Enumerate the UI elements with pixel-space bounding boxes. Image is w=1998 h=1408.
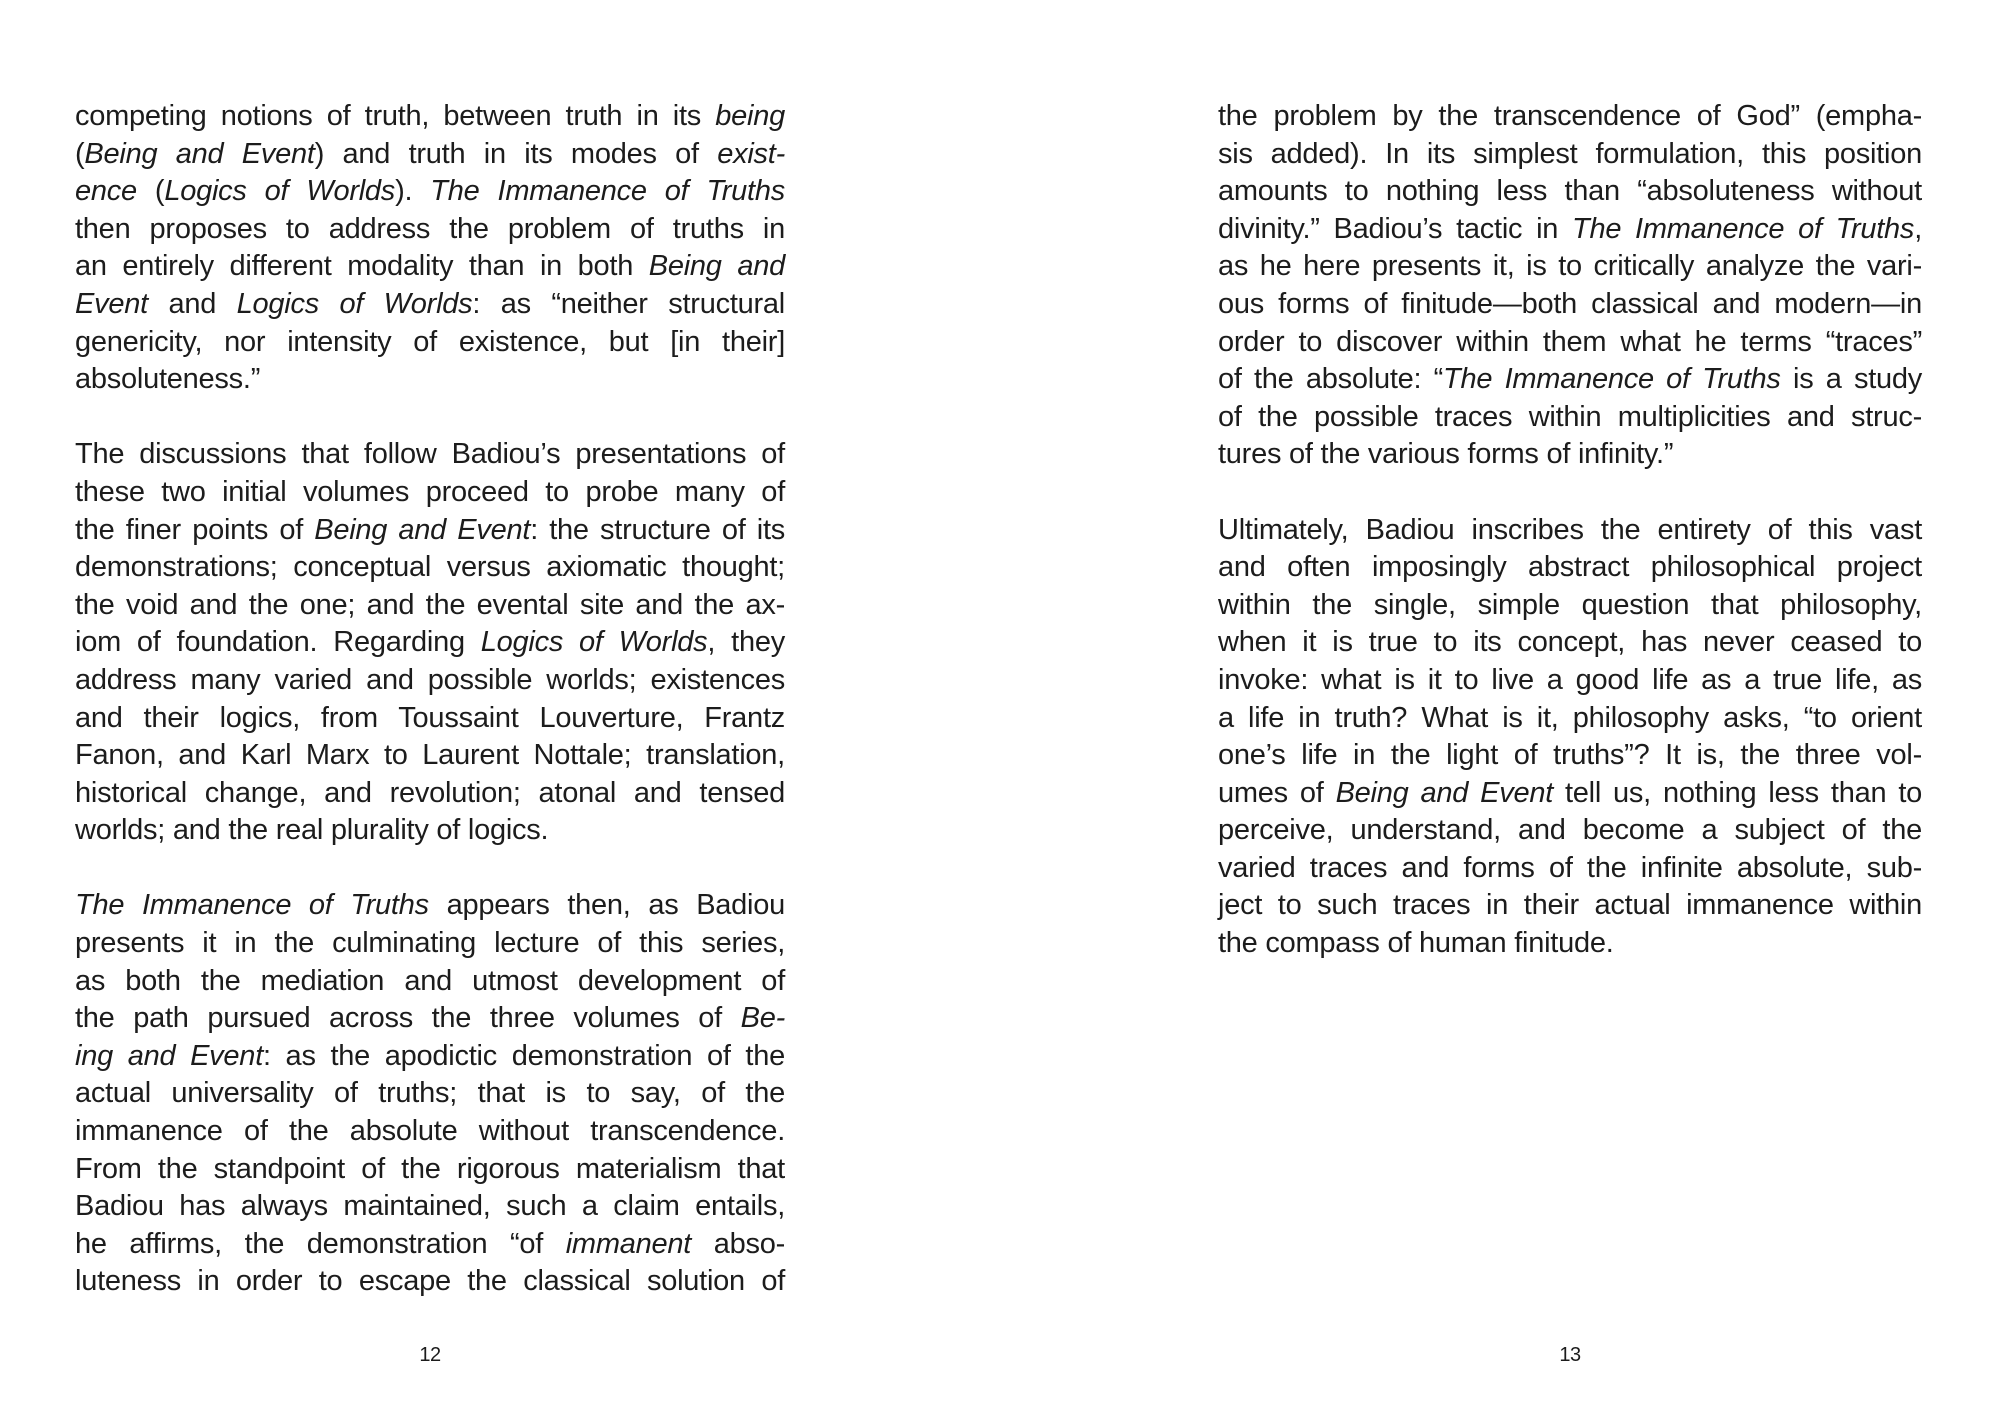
text-line xyxy=(1218,512,1922,550)
text-line xyxy=(75,361,785,399)
paragraph xyxy=(1218,512,1922,963)
text-run: as he here presents it, is to critically analyze the vari- xyxy=(1218,250,1922,283)
text-run: appears then, as Badiou xyxy=(428,889,785,922)
text-line xyxy=(75,286,785,324)
text-line xyxy=(75,925,785,963)
text-run: of the possible traces within multiplicities and struc- xyxy=(1218,400,1922,433)
text-run: the void and the one; and the evental site and the ax- xyxy=(75,588,785,621)
paragraph xyxy=(1218,98,1922,474)
text-run: the finer points of xyxy=(75,513,315,546)
text-run: The discussions that follow Badiou’s presentations of xyxy=(75,438,785,471)
text-line xyxy=(1218,436,1922,474)
italic-title: being xyxy=(715,100,785,132)
text-line xyxy=(1218,399,1922,437)
text-run: is a study xyxy=(1780,363,1923,396)
text-run: historical change, and revolution; atonal and tensed xyxy=(75,776,785,809)
text-run: : as “neither structural xyxy=(472,287,785,320)
text-line xyxy=(1218,98,1922,136)
text-run: of the absolute: “ xyxy=(1218,363,1444,396)
text-line xyxy=(75,549,785,587)
text-run: From the standpoint of the rigorous materialism that xyxy=(75,1152,785,1185)
text-line xyxy=(75,248,785,286)
text-run: ). xyxy=(395,175,431,208)
text-line xyxy=(1218,549,1922,587)
text-line xyxy=(75,587,785,625)
text-line xyxy=(75,1263,785,1301)
text-run: , they xyxy=(707,626,785,659)
text-line xyxy=(1218,248,1922,286)
text-run: actual universality of truths; that is to say, of the xyxy=(75,1077,785,1110)
text-run: divinity.” Badiou’s tactic in xyxy=(1218,212,1572,245)
text-line xyxy=(1218,286,1922,324)
text-run: these two initial volumes proceed to probe many of xyxy=(75,475,785,508)
text-line xyxy=(75,211,785,249)
text-run: varied traces and forms of the infinite absolute, sub- xyxy=(1218,851,1922,884)
text-line xyxy=(75,1000,785,1038)
text-line xyxy=(1218,662,1922,700)
text-run: one’s life in the light of truths”? It is, the three vol- xyxy=(1218,739,1922,772)
text-run: he affirms, the demonstration “of xyxy=(75,1227,566,1260)
text-run: perceive, understand, and become a subject of the xyxy=(1218,814,1922,847)
text-line xyxy=(75,963,785,1001)
text-line xyxy=(1218,136,1922,174)
text-run: invoke: what is it to live a good life as a true life, as xyxy=(1218,663,1922,696)
text-line xyxy=(1218,850,1922,888)
right-text-column xyxy=(1218,98,1922,1000)
text-run: demonstrations; conceptual versus axiomatic thought; xyxy=(75,551,785,584)
text-line xyxy=(75,436,785,474)
text-run: worlds; and the real plurality of logics. xyxy=(75,814,549,847)
paragraph xyxy=(75,436,785,850)
italic-title: Logics of Worlds xyxy=(236,287,473,320)
text-run: the problem by the transcendence of God” (empha- xyxy=(1218,100,1922,132)
text-run: Fanon, and Karl Marx to Laurent Nottale; translation, xyxy=(75,739,785,772)
italic-title: exist- xyxy=(717,137,786,170)
text-line xyxy=(1218,925,1922,963)
paragraph xyxy=(75,98,785,399)
text-run: ject to such traces in their actual immanence within xyxy=(1218,889,1922,922)
text-line xyxy=(75,662,785,700)
text-line xyxy=(75,474,785,512)
text-run: within the single, simple question that philosophy, xyxy=(1218,588,1922,621)
text-run: Ultimately, Badiou inscribes the entirety of this vast xyxy=(1218,513,1922,546)
italic-title: Being and Event xyxy=(84,137,315,170)
text-run: the path pursued across the three volumes of xyxy=(75,1002,741,1035)
text-line xyxy=(1218,887,1922,925)
text-line xyxy=(1218,211,1922,249)
text-line xyxy=(1218,700,1922,738)
text-run: umes of xyxy=(1218,776,1336,809)
text-run: iom of foundation. Regarding xyxy=(75,626,481,659)
text-line xyxy=(1218,361,1922,399)
page-number-right: 13 xyxy=(1559,1344,1581,1366)
text-run: an entirely different modality than in both xyxy=(75,250,649,283)
text-run: when it is true to its concept, has never ceased to xyxy=(1218,626,1922,659)
text-line xyxy=(75,1075,785,1113)
text-run: tures of the various forms of infinity.” xyxy=(1218,438,1674,471)
text-run: and their logics, from Toussaint Louverture, Frantz xyxy=(75,701,785,734)
italic-title: Be- xyxy=(740,1002,785,1035)
text-line xyxy=(1218,587,1922,625)
text-run: , xyxy=(1914,212,1922,245)
text-run: ( xyxy=(136,175,165,208)
italic-title: immanent xyxy=(565,1227,692,1260)
text-line xyxy=(75,624,785,662)
text-line xyxy=(75,1113,785,1151)
text-line xyxy=(75,700,785,738)
text-run: order to discover within them what he terms “traces” xyxy=(1218,325,1922,358)
italic-title: Event xyxy=(75,287,148,320)
text-line xyxy=(1218,812,1922,850)
text-run: the compass of human finitude. xyxy=(1218,927,1614,960)
text-run: tell us, nothing less than to xyxy=(1553,776,1923,809)
text-run: amounts to nothing less than “absoluteness without xyxy=(1218,175,1922,208)
text-line xyxy=(75,775,785,813)
text-run: absoluteness.” xyxy=(75,363,261,396)
text-line xyxy=(75,737,785,775)
text-line xyxy=(75,887,785,925)
text-run: ) and truth in its modes of xyxy=(314,137,718,170)
text-run: as both the mediation and utmost development of xyxy=(75,964,785,997)
left-text-column xyxy=(75,98,785,1339)
text-line xyxy=(75,98,785,136)
text-line xyxy=(1218,737,1922,775)
text-run: and often imposingly abstract philosophical project xyxy=(1218,551,1922,584)
text-run: presents it in the culminating lecture of this series, xyxy=(75,927,785,960)
text-run: Badiou has always maintained, such a claim entails, xyxy=(75,1190,785,1223)
text-line xyxy=(75,1226,785,1264)
text-line xyxy=(75,136,785,174)
text-line xyxy=(75,1038,785,1076)
text-line xyxy=(1218,324,1922,362)
italic-title: Logics of Worlds xyxy=(480,626,708,659)
text-run: competing notions of truth, between truth in its xyxy=(75,100,716,132)
italic-title: The Immanence of Truths xyxy=(1443,363,1781,396)
paragraph xyxy=(75,887,785,1301)
text-run: sis added). In its simplest formulation, this position xyxy=(1218,137,1922,170)
text-line xyxy=(75,512,785,550)
text-run: a life in truth? What is it, philosophy asks, “to orient xyxy=(1218,701,1922,734)
text-line xyxy=(75,812,785,850)
text-line xyxy=(75,1151,785,1189)
italic-title: The Immanence of Truths xyxy=(75,889,429,922)
text-line xyxy=(1218,775,1922,813)
italic-title: Being and xyxy=(648,250,785,283)
text-run: abso- xyxy=(691,1227,785,1260)
text-run: : as the apodictic demonstration of the xyxy=(263,1039,785,1072)
text-run: genericity, nor intensity of existence, but [in their] xyxy=(75,325,785,358)
right-page xyxy=(999,0,1998,1408)
text-run: luteness in order to escape the classical solution of xyxy=(75,1265,785,1298)
italic-title: Being and Event xyxy=(314,513,531,546)
italic-title: ing and Event xyxy=(75,1039,263,1072)
italic-title: The Immanence of Truths xyxy=(1572,212,1915,245)
text-line xyxy=(1218,624,1922,662)
italic-title: Logics of Worlds xyxy=(164,175,396,208)
text-run: ( xyxy=(75,137,85,170)
italic-title: ence xyxy=(75,175,137,208)
text-line xyxy=(75,173,785,211)
italic-title: The Immanence of Truths xyxy=(430,175,785,208)
text-line xyxy=(75,1188,785,1226)
text-run: immanence of the absolute without transcendence. xyxy=(75,1115,785,1148)
page-number-left: 12 xyxy=(419,1344,441,1366)
text-run: and xyxy=(147,287,237,320)
text-line xyxy=(75,324,785,362)
text-run: then proposes to address the problem of truths in xyxy=(75,212,785,245)
text-line xyxy=(1218,173,1922,211)
text-run: address many varied and possible worlds; existences xyxy=(75,663,785,696)
text-run: ous forms of finitude—both classical and modern—in xyxy=(1218,287,1922,320)
italic-title: Being and Event xyxy=(1335,776,1554,809)
text-run: : the structure of its xyxy=(530,513,785,546)
